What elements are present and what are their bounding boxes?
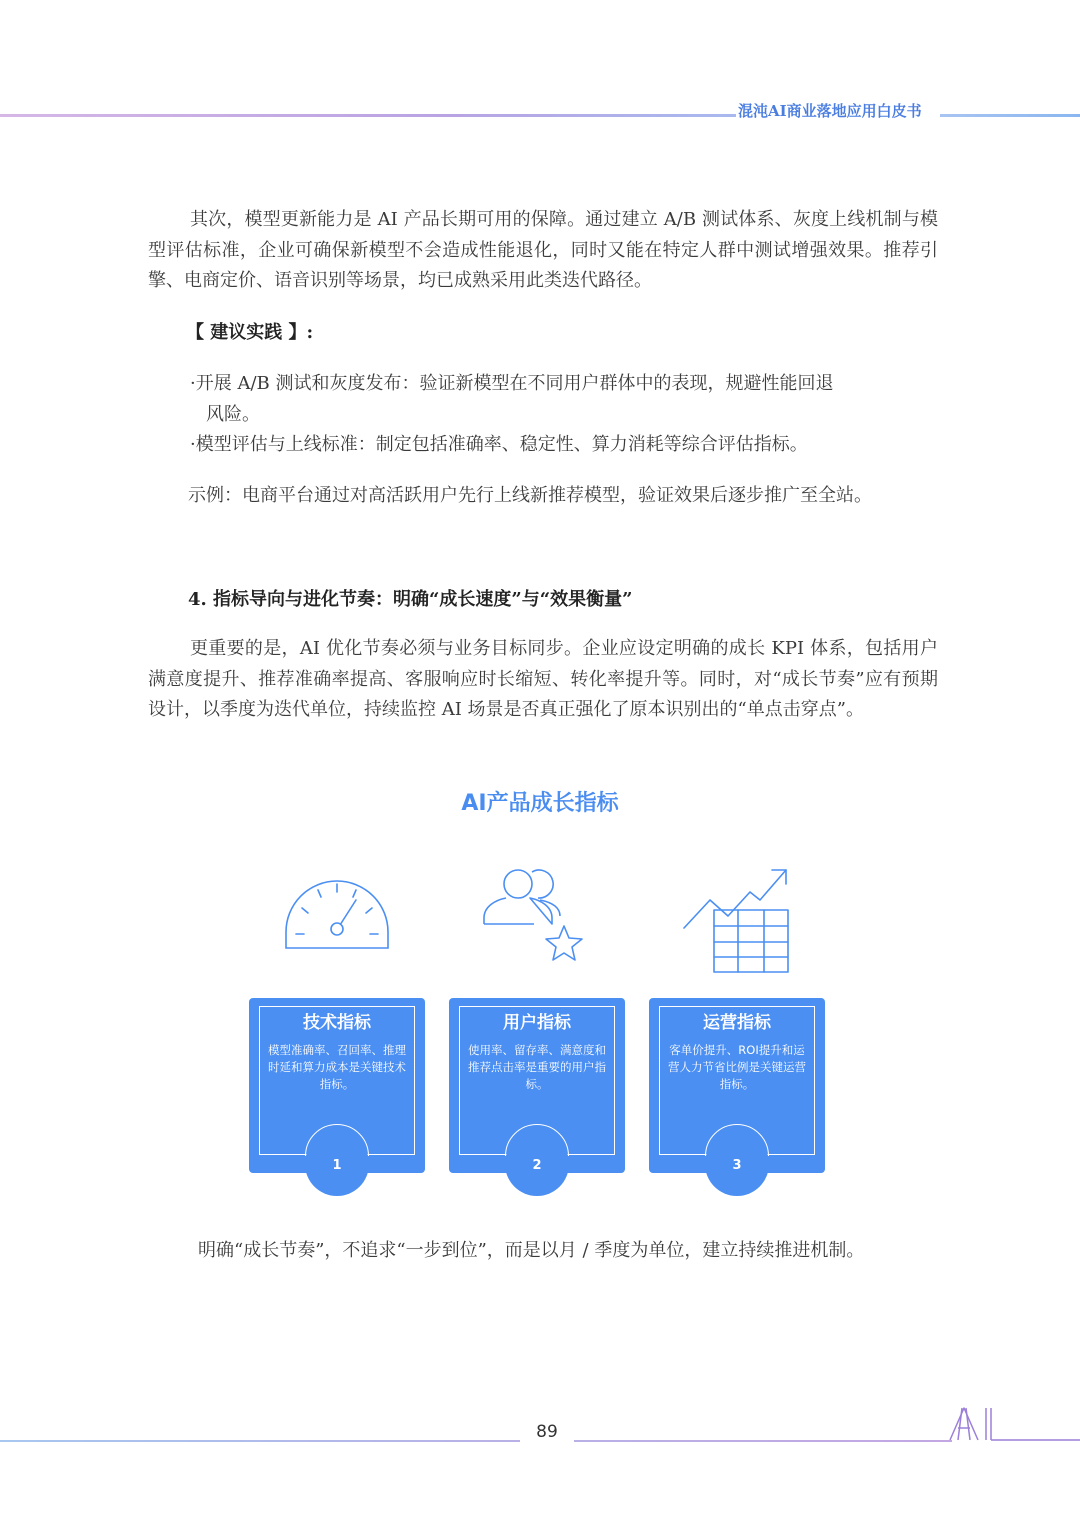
users-star-icon <box>480 862 596 978</box>
trend-table-icon <box>680 862 796 978</box>
section-paragraph: 更重要的是，AI 优化节奏必须与业务目标同步。企业应设定明确的成长 KPI 体系，包括用户满意度提升、推荐准确率提高、客服响应时长缩短、转化率提升等。同时，对“成长节奏”应有预期设计，以季度为迭代单位，持续监控 AI 场景是否真正强化了原本识别出的“单点击穿点”。 <box>148 638 938 720</box>
closing-statement: 明确“成长节奏”，不追求“一步到位”，而是以月 / 季度为单位，建立持续推进机制。 <box>198 1240 865 1261</box>
page-number: 89 <box>536 1422 558 1442</box>
bullet-text: ·开展 A/B 测试和灰度发布：验证新模型在不同用户群体中的表现，规避性能回退 <box>190 373 834 394</box>
bullet-continuation: 风险。 <box>206 403 260 425</box>
document-title: 混沌AI商业落地应用白皮书 <box>738 102 922 120</box>
footer-divider-right <box>574 1440 952 1442</box>
card-number: 3 <box>732 1158 742 1173</box>
intro-paragraph: 其次，模型更新能力是 AI 产品长期可用的保障。通过建立 A/B 测试体系、灰度上线机制与模型评估标准，企业可确保新模型不会造成性能退化，同时又能在特定人群中测试增强效果。推荐引擎、电商定价、语音识别等场景，均已成熟采用此类迭代路径。 <box>148 209 938 291</box>
metric-card-technical <box>249 998 425 1173</box>
card-number: 1 <box>332 1158 342 1173</box>
card-number: 2 <box>532 1158 542 1173</box>
metric-card-operations <box>649 998 825 1173</box>
section-heading: 4. 指标导向与进化节奏：明确“成长速度”与“效果衡量” <box>188 589 633 610</box>
bullet-item-2 <box>190 430 940 461</box>
suggestion-heading: 【 建议实践 】: <box>186 322 314 343</box>
card-description: 模型准确率、召回率、推理时延和算力成本是关键技术指标。 <box>268 1043 406 1091</box>
ai-logo-icon <box>944 1402 1080 1446</box>
card-title: 用户指标 <box>503 1013 571 1033</box>
bullet-item-1 <box>190 369 940 430</box>
metric-card-user <box>449 998 625 1173</box>
bullet-text: ·模型评估与上线标准：制定包括准确率、稳定性、算力消耗等综合评估指标。 <box>190 434 808 455</box>
card-title: 技术指标 <box>303 1013 371 1033</box>
figure-title: AI产品成长指标 <box>461 791 619 816</box>
card-description: 使用率、留存率、满意度和推荐点击率是重要的用户指标。 <box>468 1043 606 1091</box>
speedometer-icon <box>280 872 394 952</box>
header-divider-right <box>940 114 1080 117</box>
footer-divider-left <box>0 1440 520 1442</box>
card-title: 运营指标 <box>703 1013 771 1033</box>
card-description: 客单价提升、ROI提升和运营人力节省比例是关键运营指标。 <box>668 1043 806 1091</box>
example-text: 示例：电商平台通过对高活跃用户先行上线新推荐模型，验证效果后逐步推广至全站。 <box>188 485 872 506</box>
header-divider-left <box>0 114 736 117</box>
